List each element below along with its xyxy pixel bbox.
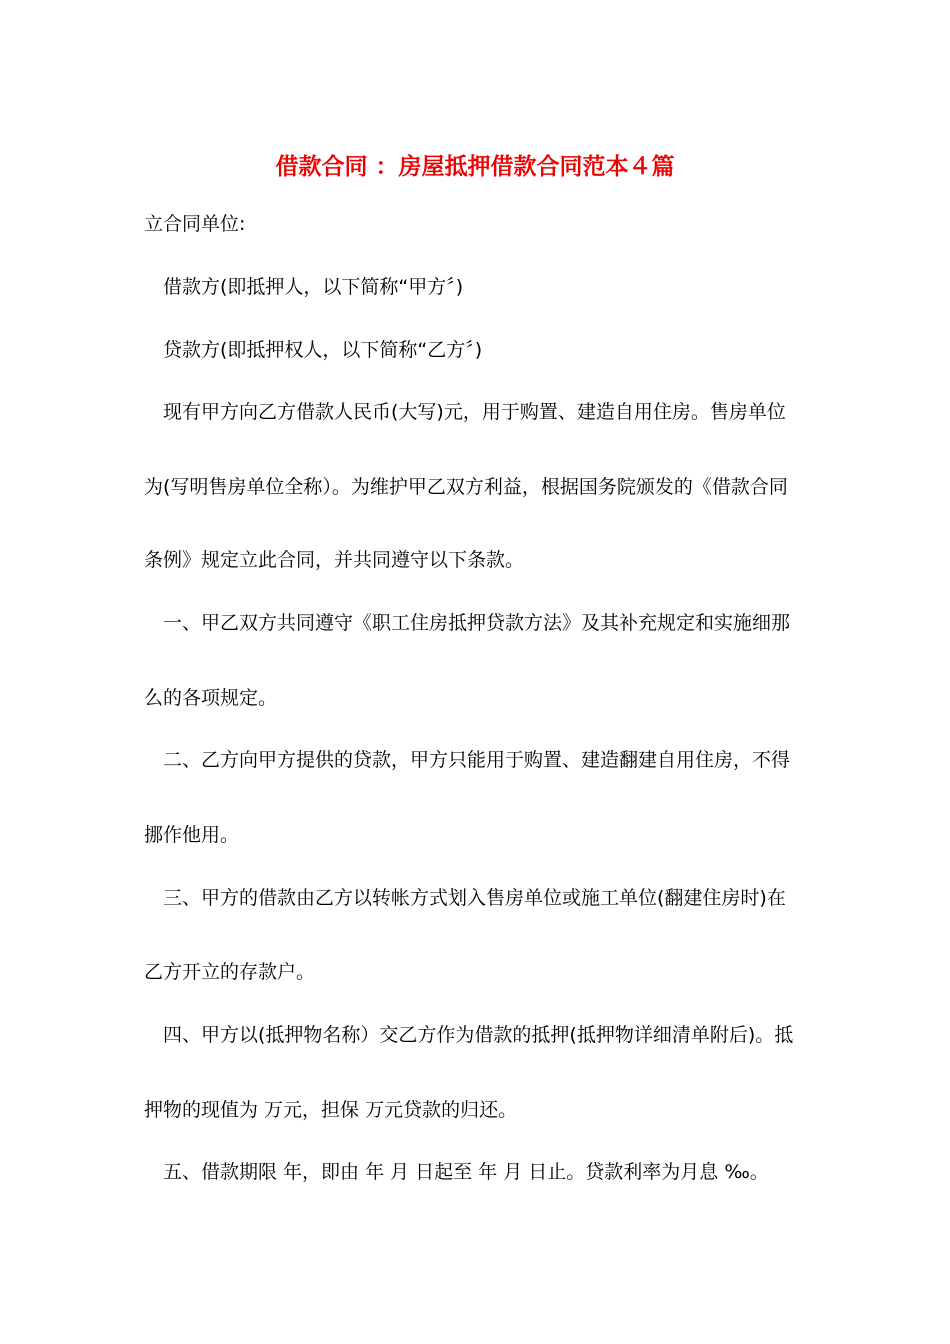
document-title: 借款合同 ：房屋抵押借款合同范本４篇 (275, 154, 675, 180)
clause-3-line-2: 乙方开立的存款户。 (144, 961, 316, 983)
clause-1-line-2: 么的各项规定。 (144, 687, 278, 709)
clause-5-line-1: 五、借款期限 年，即由 年 月 日起至 年 月 日止。贷款利率为月息 ‰。 (163, 1161, 769, 1183)
clause-3-line-1: 三、甲方的借款由乙方以转帐方式划入售房单位或施工单位(翻建住房时)在 (163, 887, 786, 909)
preamble-line-1: 现有甲方向乙方借款人民币(大写)元，用于购置、建造自用住房。售房单位 (163, 401, 786, 423)
clause-4-line-1: 四、甲方以(抵押物名称）交乙方作为借款的抵押(抵押物详细清单附后)。抵 (163, 1024, 794, 1046)
clause-4-line-2: 押物的现值为 万元，担保 万元贷款的归还。 (144, 1099, 518, 1121)
preamble-line-3: 条例》规定立此合同，并共同遵守以下条款。 (144, 549, 525, 571)
contract-parties-heading: 立合同单位: (144, 213, 246, 235)
clause-2-line-1: 二、乙方向甲方提供的贷款，甲方只能用于购置、建造翻建自用住房，不得 (163, 749, 791, 771)
borrower-line: 借款方(即抵押人，以下简称“甲方〞) (163, 276, 464, 298)
lender-line: 贷款方(即抵押权人，以下简称“乙方〞) (163, 339, 483, 361)
clause-2-line-2: 挪作他用。 (144, 824, 240, 846)
clause-1-line-1: 一、甲乙双方共同遵守《职工住房抵押贷款方法》及其补充规定和实施细那 (163, 612, 791, 634)
preamble-line-2: 为(写明售房单位全称）。为维护甲乙双方利益，根据国务院颁发的《借款合同 (144, 476, 788, 498)
